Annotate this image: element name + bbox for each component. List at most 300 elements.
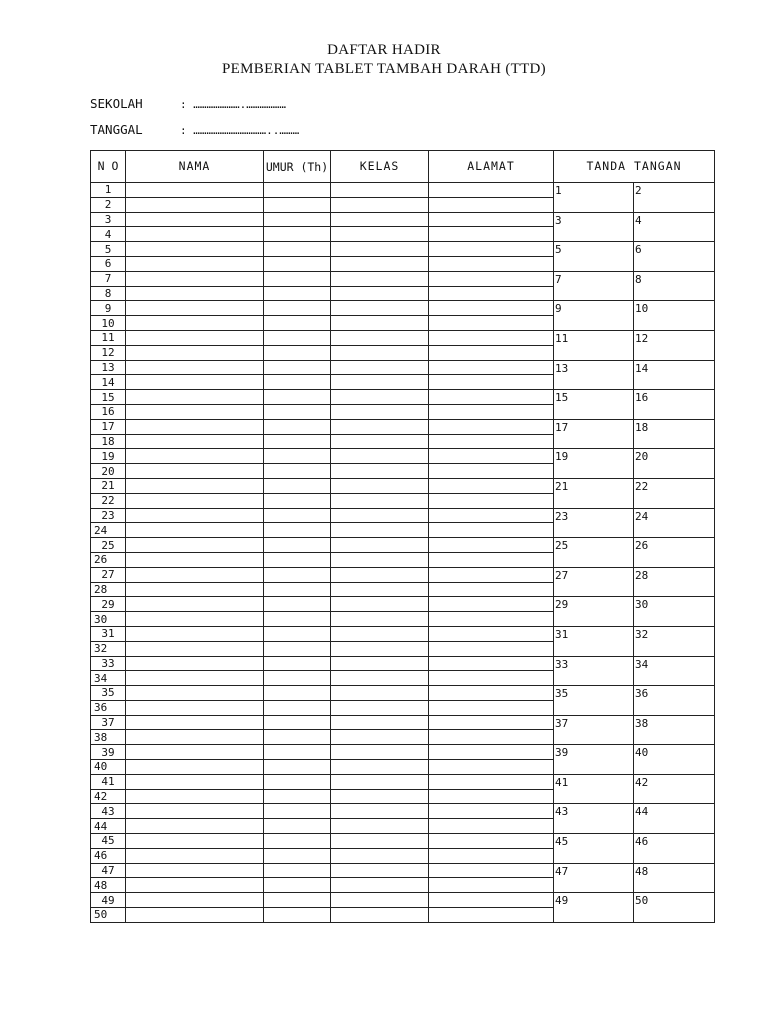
signature-cell[interactable]: 43 (554, 804, 634, 834)
umur-cell[interactable] (264, 745, 331, 760)
signature-cell[interactable]: 16 (634, 390, 715, 420)
umur-cell[interactable] (264, 656, 331, 671)
kelas-cell[interactable] (331, 612, 429, 627)
kelas-cell[interactable] (331, 863, 429, 878)
alamat-cell[interactable] (429, 493, 554, 508)
umur-cell[interactable] (264, 478, 331, 493)
signature-cell[interactable]: 21 (554, 478, 634, 508)
signature-cell[interactable]: 19 (554, 449, 634, 479)
kelas-cell[interactable] (331, 360, 429, 375)
signature-cell[interactable]: 39 (554, 745, 634, 775)
kelas-cell[interactable] (331, 671, 429, 686)
row-number: 50 (91, 908, 126, 923)
row-number: 45 (91, 834, 126, 849)
kelas-cell[interactable] (331, 375, 429, 390)
alamat-cell[interactable] (429, 582, 554, 597)
table-row (91, 774, 715, 789)
row-number: 32 (91, 641, 126, 656)
nama-cell[interactable] (126, 745, 264, 760)
row-number: 43 (91, 804, 126, 819)
row-number: 42 (91, 789, 126, 804)
umur-cell[interactable] (264, 774, 331, 789)
kelas-cell[interactable] (331, 449, 429, 464)
umur-cell[interactable] (264, 301, 331, 316)
signature-cell[interactable]: 31 (554, 626, 634, 656)
umur-cell[interactable] (264, 434, 331, 449)
kelas-cell[interactable] (331, 774, 429, 789)
kelas-cell[interactable] (331, 242, 429, 257)
umur-cell[interactable] (264, 508, 331, 523)
signature-cell[interactable]: 29 (554, 597, 634, 627)
table-row (91, 419, 715, 434)
nama-cell[interactable] (126, 183, 264, 198)
kelas-cell[interactable] (331, 508, 429, 523)
row-number: 21 (91, 478, 126, 493)
signature-cell[interactable]: 1 (554, 183, 634, 213)
nama-cell[interactable] (126, 360, 264, 375)
signature-cell[interactable]: 15 (554, 390, 634, 420)
nama-cell[interactable] (126, 227, 264, 242)
nama-cell[interactable] (126, 464, 264, 479)
nama-cell[interactable] (126, 242, 264, 257)
row-number: 29 (91, 597, 126, 612)
kelas-cell[interactable] (331, 330, 429, 345)
signature-cell[interactable]: 24 (634, 508, 715, 538)
tanggal-value[interactable]: : ……………………………..……… (180, 124, 300, 137)
table-row (91, 804, 715, 819)
nama-cell[interactable] (126, 582, 264, 597)
alamat-cell[interactable] (429, 700, 554, 715)
kelas-cell[interactable] (331, 286, 429, 301)
alamat-cell[interactable] (429, 508, 554, 523)
alamat-cell[interactable] (429, 597, 554, 612)
nama-cell[interactable] (126, 330, 264, 345)
alamat-cell[interactable] (429, 434, 554, 449)
alamat-cell[interactable] (429, 197, 554, 212)
umur-cell[interactable] (264, 345, 331, 360)
umur-cell[interactable] (264, 419, 331, 434)
kelas-cell[interactable] (331, 745, 429, 760)
alamat-cell[interactable] (429, 183, 554, 198)
kelas-cell[interactable] (331, 227, 429, 242)
alamat-cell[interactable] (429, 760, 554, 775)
row-number: 25 (91, 538, 126, 553)
umur-cell[interactable] (264, 464, 331, 479)
alamat-cell[interactable] (429, 641, 554, 656)
table-row (91, 863, 715, 878)
umur-cell[interactable] (264, 493, 331, 508)
row-number: 30 (91, 612, 126, 627)
row-number: 10 (91, 316, 126, 331)
kelas-cell[interactable] (331, 567, 429, 582)
table-row (91, 745, 715, 760)
nama-cell[interactable] (126, 434, 264, 449)
kelas-cell[interactable] (331, 848, 429, 863)
table-row (91, 656, 715, 671)
umur-cell[interactable] (264, 641, 331, 656)
alamat-cell[interactable] (429, 419, 554, 434)
nama-cell[interactable] (126, 449, 264, 464)
umur-cell[interactable] (264, 286, 331, 301)
alamat-cell[interactable] (429, 715, 554, 730)
kelas-cell[interactable] (331, 183, 429, 198)
umur-cell[interactable] (264, 834, 331, 849)
kelas-cell[interactable] (331, 419, 429, 434)
signature-cell[interactable]: 40 (634, 745, 715, 775)
umur-cell[interactable] (264, 538, 331, 553)
kelas-cell[interactable] (331, 212, 429, 227)
umur-cell[interactable] (264, 390, 331, 405)
kelas-cell[interactable] (331, 760, 429, 775)
alamat-cell[interactable] (429, 686, 554, 701)
signature-cell[interactable]: 28 (634, 567, 715, 597)
signature-cell[interactable]: 30 (634, 597, 715, 627)
kelas-cell[interactable] (331, 256, 429, 271)
alamat-cell[interactable] (429, 316, 554, 331)
umur-cell[interactable] (264, 197, 331, 212)
signature-cell[interactable]: 35 (554, 686, 634, 716)
nama-cell[interactable] (126, 700, 264, 715)
header-alamat: ALAMAT (429, 151, 554, 183)
alamat-cell[interactable] (429, 612, 554, 627)
umur-cell[interactable] (264, 686, 331, 701)
signature-cell[interactable]: 12 (634, 330, 715, 360)
table-row (91, 508, 715, 523)
kelas-cell[interactable] (331, 478, 429, 493)
kelas-cell[interactable] (331, 641, 429, 656)
nama-cell[interactable] (126, 893, 264, 908)
alamat-cell[interactable] (429, 804, 554, 819)
nama-cell[interactable] (126, 256, 264, 271)
kelas-cell[interactable] (331, 404, 429, 419)
alamat-cell[interactable] (429, 523, 554, 538)
alamat-cell[interactable] (429, 863, 554, 878)
nama-cell[interactable] (126, 404, 264, 419)
umur-cell[interactable] (264, 819, 331, 834)
signature-cell[interactable]: 32 (634, 626, 715, 656)
umur-cell[interactable] (264, 848, 331, 863)
umur-cell[interactable] (264, 567, 331, 582)
nama-cell[interactable] (126, 375, 264, 390)
signature-cell[interactable]: 2 (634, 183, 715, 213)
kelas-cell[interactable] (331, 434, 429, 449)
umur-cell[interactable] (264, 256, 331, 271)
signature-cell[interactable]: 17 (554, 419, 634, 449)
kelas-cell[interactable] (331, 656, 429, 671)
signature-cell[interactable]: 26 (634, 538, 715, 568)
signature-cell[interactable]: 4 (634, 212, 715, 242)
umur-cell[interactable] (264, 330, 331, 345)
nama-cell[interactable] (126, 789, 264, 804)
alamat-cell[interactable] (429, 478, 554, 493)
header-kelas: KELAS (331, 151, 429, 183)
alamat-cell[interactable] (429, 227, 554, 242)
kelas-cell[interactable] (331, 686, 429, 701)
kelas-cell[interactable] (331, 893, 429, 908)
nama-cell[interactable] (126, 908, 264, 923)
kelas-cell[interactable] (331, 715, 429, 730)
nama-cell[interactable] (126, 478, 264, 493)
alamat-cell[interactable] (429, 656, 554, 671)
kelas-cell[interactable] (331, 626, 429, 641)
signature-cell[interactable]: 3 (554, 212, 634, 242)
umur-cell[interactable] (264, 360, 331, 375)
kelas-cell[interactable] (331, 789, 429, 804)
sekolah-value[interactable]: : ………………….……………… (180, 98, 286, 111)
alamat-cell[interactable] (429, 242, 554, 257)
alamat-cell[interactable] (429, 878, 554, 893)
alamat-cell[interactable] (429, 301, 554, 316)
signature-cell[interactable]: 18 (634, 419, 715, 449)
nama-cell[interactable] (126, 552, 264, 567)
row-number: 36 (91, 700, 126, 715)
nama-cell[interactable] (126, 493, 264, 508)
nama-cell[interactable] (126, 567, 264, 582)
kelas-cell[interactable] (331, 878, 429, 893)
kelas-cell[interactable] (331, 597, 429, 612)
umur-cell[interactable] (264, 789, 331, 804)
table-header-row (91, 151, 715, 183)
nama-cell[interactable] (126, 345, 264, 360)
signature-cell[interactable]: 37 (554, 715, 634, 745)
umur-cell[interactable] (264, 183, 331, 198)
signature-cell[interactable]: 7 (554, 271, 634, 301)
nama-cell[interactable] (126, 597, 264, 612)
header-no: N O (91, 151, 126, 183)
kelas-cell[interactable] (331, 390, 429, 405)
row-number: 9 (91, 301, 126, 316)
signature-cell[interactable]: 34 (634, 656, 715, 686)
nama-cell[interactable] (126, 538, 264, 553)
kelas-cell[interactable] (331, 834, 429, 849)
table-row (91, 301, 715, 316)
umur-cell[interactable] (264, 612, 331, 627)
umur-cell[interactable] (264, 242, 331, 257)
nama-cell[interactable] (126, 671, 264, 686)
signature-cell[interactable]: 20 (634, 449, 715, 479)
row-number: 20 (91, 464, 126, 479)
signature-cell[interactable]: 6 (634, 242, 715, 272)
alamat-cell[interactable] (429, 360, 554, 375)
alamat-cell[interactable] (429, 375, 554, 390)
nama-cell[interactable] (126, 819, 264, 834)
signature-cell[interactable]: 13 (554, 360, 634, 390)
kelas-cell[interactable] (331, 730, 429, 745)
tanggal-label: TANGGAL (90, 122, 143, 137)
umur-cell[interactable] (264, 863, 331, 878)
kelas-cell[interactable] (331, 316, 429, 331)
signature-cell[interactable]: 22 (634, 478, 715, 508)
alamat-cell[interactable] (429, 390, 554, 405)
row-number: 3 (91, 212, 126, 227)
row-number: 40 (91, 760, 126, 775)
alamat-cell[interactable] (429, 212, 554, 227)
table-row (91, 893, 715, 908)
umur-cell[interactable] (264, 375, 331, 390)
alamat-cell[interactable] (429, 626, 554, 641)
nama-cell[interactable] (126, 804, 264, 819)
alamat-cell[interactable] (429, 538, 554, 553)
row-number: 34 (91, 671, 126, 686)
alamat-cell[interactable] (429, 819, 554, 834)
row-number: 23 (91, 508, 126, 523)
signature-cell[interactable]: 46 (634, 834, 715, 864)
signature-cell[interactable]: 44 (634, 804, 715, 834)
umur-cell[interactable] (264, 760, 331, 775)
alamat-cell[interactable] (429, 671, 554, 686)
kelas-cell[interactable] (331, 538, 429, 553)
umur-cell[interactable] (264, 730, 331, 745)
nama-cell[interactable] (126, 212, 264, 227)
nama-cell[interactable] (126, 863, 264, 878)
nama-cell[interactable] (126, 390, 264, 405)
signature-cell[interactable]: 10 (634, 301, 715, 331)
kelas-cell[interactable] (331, 464, 429, 479)
nama-cell[interactable] (126, 760, 264, 775)
signature-cell[interactable]: 8 (634, 271, 715, 301)
signature-cell[interactable]: 49 (554, 893, 634, 923)
signature-cell[interactable]: 14 (634, 360, 715, 390)
table-body (91, 183, 715, 923)
alamat-cell[interactable] (429, 908, 554, 923)
row-number: 24 (91, 523, 126, 538)
umur-cell[interactable] (264, 449, 331, 464)
signature-cell[interactable]: 33 (554, 656, 634, 686)
nama-cell[interactable] (126, 656, 264, 671)
row-number: 15 (91, 390, 126, 405)
kelas-cell[interactable] (331, 908, 429, 923)
kelas-cell[interactable] (331, 804, 429, 819)
alamat-cell[interactable] (429, 893, 554, 908)
alamat-cell[interactable] (429, 271, 554, 286)
nama-cell[interactable] (126, 523, 264, 538)
table-row (91, 183, 715, 198)
umur-cell[interactable] (264, 523, 331, 538)
signature-cell[interactable]: 38 (634, 715, 715, 745)
table-row (91, 478, 715, 493)
signature-cell[interactable]: 47 (554, 863, 634, 893)
kelas-cell[interactable] (331, 301, 429, 316)
signature-cell[interactable]: 50 (634, 893, 715, 923)
form-title: DAFTAR HADIR (327, 42, 441, 58)
signature-cell[interactable]: 42 (634, 774, 715, 804)
umur-cell[interactable] (264, 804, 331, 819)
signature-cell[interactable]: 27 (554, 567, 634, 597)
alamat-cell[interactable] (429, 330, 554, 345)
umur-cell[interactable] (264, 271, 331, 286)
nama-cell[interactable] (126, 286, 264, 301)
nama-cell[interactable] (126, 271, 264, 286)
alamat-cell[interactable] (429, 256, 554, 271)
umur-cell[interactable] (264, 316, 331, 331)
umur-cell[interactable] (264, 878, 331, 893)
signature-cell[interactable]: 36 (634, 686, 715, 716)
nama-cell[interactable] (126, 612, 264, 627)
umur-cell[interactable] (264, 597, 331, 612)
nama-cell[interactable] (126, 641, 264, 656)
alamat-cell[interactable] (429, 774, 554, 789)
nama-cell[interactable] (126, 715, 264, 730)
umur-cell[interactable] (264, 715, 331, 730)
signature-cell[interactable]: 48 (634, 863, 715, 893)
nama-cell[interactable] (126, 316, 264, 331)
nama-cell[interactable] (126, 626, 264, 641)
nama-cell[interactable] (126, 834, 264, 849)
row-number: 49 (91, 893, 126, 908)
row-number: 39 (91, 745, 126, 760)
kelas-cell[interactable] (331, 523, 429, 538)
table-row (91, 626, 715, 641)
table-row (91, 360, 715, 375)
umur-cell[interactable] (264, 212, 331, 227)
row-number: 5 (91, 242, 126, 257)
row-number: 27 (91, 567, 126, 582)
kelas-cell[interactable] (331, 345, 429, 360)
alamat-cell[interactable] (429, 404, 554, 419)
alamat-cell[interactable] (429, 567, 554, 582)
umur-cell[interactable] (264, 671, 331, 686)
signature-cell[interactable]: 41 (554, 774, 634, 804)
table-row (91, 834, 715, 849)
signature-cell[interactable]: 25 (554, 538, 634, 568)
nama-cell[interactable] (126, 878, 264, 893)
nama-cell[interactable] (126, 774, 264, 789)
kelas-cell[interactable] (331, 819, 429, 834)
alamat-cell[interactable] (429, 449, 554, 464)
alamat-cell[interactable] (429, 848, 554, 863)
table-row (91, 212, 715, 227)
alamat-cell[interactable] (429, 745, 554, 760)
alamat-cell[interactable] (429, 789, 554, 804)
umur-cell[interactable] (264, 626, 331, 641)
table-row (91, 715, 715, 730)
row-number: 37 (91, 715, 126, 730)
signature-cell[interactable]: 5 (554, 242, 634, 272)
alamat-cell[interactable] (429, 464, 554, 479)
nama-cell[interactable] (126, 686, 264, 701)
nama-cell[interactable] (126, 848, 264, 863)
nama-cell[interactable] (126, 508, 264, 523)
signature-cell[interactable]: 23 (554, 508, 634, 538)
nama-cell[interactable] (126, 197, 264, 212)
alamat-cell[interactable] (429, 552, 554, 567)
umur-cell[interactable] (264, 700, 331, 715)
alamat-cell[interactable] (429, 834, 554, 849)
kelas-cell[interactable] (331, 271, 429, 286)
kelas-cell[interactable] (331, 552, 429, 567)
alamat-cell[interactable] (429, 730, 554, 745)
alamat-cell[interactable] (429, 345, 554, 360)
signature-cell[interactable]: 11 (554, 330, 634, 360)
kelas-cell[interactable] (331, 493, 429, 508)
umur-cell[interactable] (264, 404, 331, 419)
table-row (91, 390, 715, 405)
umur-cell[interactable] (264, 582, 331, 597)
signature-cell[interactable]: 45 (554, 834, 634, 864)
umur-cell[interactable] (264, 893, 331, 908)
kelas-cell[interactable] (331, 700, 429, 715)
umur-cell[interactable] (264, 908, 331, 923)
nama-cell[interactable] (126, 419, 264, 434)
signature-cell[interactable]: 9 (554, 301, 634, 331)
umur-cell[interactable] (264, 552, 331, 567)
nama-cell[interactable] (126, 301, 264, 316)
nama-cell[interactable] (126, 730, 264, 745)
umur-cell[interactable] (264, 227, 331, 242)
kelas-cell[interactable] (331, 582, 429, 597)
kelas-cell[interactable] (331, 197, 429, 212)
alamat-cell[interactable] (429, 286, 554, 301)
